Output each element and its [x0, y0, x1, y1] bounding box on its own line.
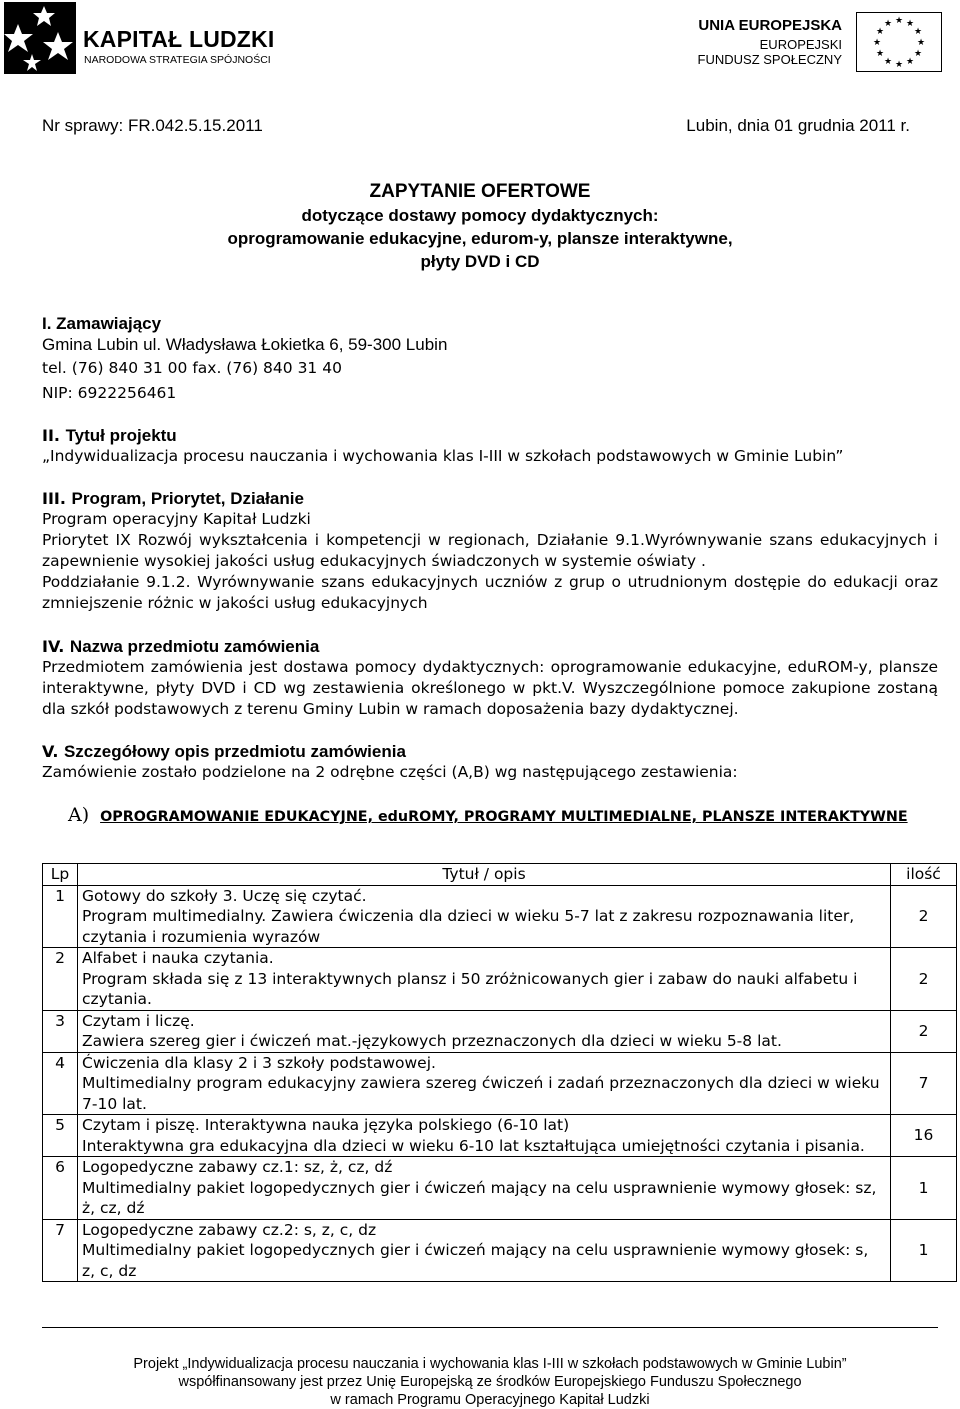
- row-title: Logopedyczne zabawy cz.1: sz, ż, cz, dź: [82, 1158, 393, 1176]
- row-lp: 2: [43, 948, 78, 1011]
- row-description: [78, 1157, 891, 1220]
- row-qty: 2: [891, 1010, 957, 1052]
- row-title: Alfabet i nauka czytania.: [82, 949, 274, 967]
- document-title: [0, 180, 960, 273]
- part-a-heading: [68, 804, 908, 826]
- section-4-heading: [42, 636, 938, 657]
- svg-text:★: ★: [894, 60, 904, 70]
- svg-text:★: ★: [905, 57, 915, 67]
- section-3-subaction: Poddziałanie 9.1.2. Wyrównywanie szans edukacyjnych uczniów z grup o utrudnionym dostępie do edukacji oraz zmniejszenie różnic w jakości usług edukacyjnych: [42, 573, 938, 612]
- table-row: [43, 1157, 957, 1220]
- section-1-address: Gmina Lubin ul. Władysława Łokietka 6, 59-300 Lubin: [42, 335, 448, 354]
- section-3-program: Program operacyjny Kapitał Ludzki: [42, 510, 311, 528]
- section-3-heading: [42, 488, 938, 509]
- section-subject-name: [42, 636, 938, 720]
- title-line3: oprogramowanie edukacyjne, edurom-y, plansze interaktywne,: [227, 229, 733, 248]
- row-qty: 2: [891, 885, 957, 948]
- row-desc: Multimedialny program edukacyjny zawiera szereg ćwiczeń i zadań przeznaczonych dla dzieci w wieku 7-10 lat.: [82, 1074, 880, 1113]
- row-description: [78, 1219, 891, 1282]
- row-lp: 3: [43, 1010, 78, 1052]
- row-description: [78, 1010, 891, 1052]
- items-table: [42, 863, 957, 1282]
- eu-flag-icon: [856, 12, 942, 72]
- row-desc: Program multimedialny. Zawiera ćwiczenia dla dzieci w wieku 5-7 lat z zakresu rozpoznawania liter, czytania i rozumienia wyrazów: [82, 907, 855, 946]
- kapital-ludzki-emblem-icon: [4, 2, 76, 74]
- row-lp: 1: [43, 885, 78, 948]
- table-row: [43, 1115, 957, 1157]
- svg-text:★: ★: [913, 27, 923, 37]
- table-row: [43, 948, 957, 1011]
- svg-text:★: ★: [875, 27, 885, 37]
- column-header-lp: Lp: [43, 864, 78, 886]
- kapital-ludzki-title: KAPITAŁ LUDZKI: [83, 26, 275, 52]
- column-header-qty: ilość: [891, 864, 957, 886]
- section-project-title: [42, 425, 938, 467]
- svg-text:★: ★: [883, 19, 893, 29]
- row-qty: 2: [891, 948, 957, 1011]
- row-description: [78, 885, 891, 948]
- table-row: [43, 1219, 957, 1282]
- row-qty: 1: [891, 1157, 957, 1220]
- footer-divider: [42, 1327, 938, 1328]
- row-desc: Interaktywna gra edukacyjna dla dzieci w wieku 6-10 lat kształtująca umiejętności czytania i pisania.: [82, 1136, 865, 1155]
- row-qty: 7: [891, 1052, 957, 1115]
- footer-line3: w ramach Programu Operacyjnego Kapitał Ludzki: [330, 1392, 650, 1408]
- section-4-number: IV.: [42, 637, 70, 656]
- section-detailed-description: [42, 741, 938, 783]
- case-number: Nr sprawy: FR.042.5.15.2011: [42, 116, 263, 135]
- svg-text:★: ★: [894, 16, 904, 26]
- row-title: Gotowy do szkoły 3. Uczę się czytać.: [82, 886, 367, 905]
- table-row: [43, 1052, 957, 1115]
- svg-text:★: ★: [905, 19, 915, 29]
- section-3-heading-text: Program, Priorytet, Działanie: [71, 489, 304, 508]
- row-qty: 16: [891, 1115, 957, 1157]
- table-row: [43, 1010, 957, 1052]
- kapital-ludzki-logo: [4, 2, 274, 74]
- row-lp: 7: [43, 1219, 78, 1282]
- row-desc: Program składa się z 13 interaktywnych plansz i 50 zróżnicowanych gier i zabaw do nauki alfabetu i czytania.: [82, 969, 858, 1008]
- section-1-nip: NIP: 6922256461: [42, 384, 177, 402]
- row-description: [78, 1115, 891, 1157]
- place-date: Lubin, dnia 01 grudnia 2011 r.: [686, 116, 910, 135]
- table-row: [43, 885, 957, 948]
- section-ordering-party: [42, 313, 938, 406]
- svg-text:★: ★: [883, 57, 893, 67]
- row-lp: 6: [43, 1157, 78, 1220]
- eu-logo-line2: EUROPEJSKI: [759, 37, 842, 52]
- section-2-number: II.: [42, 426, 66, 445]
- eu-logo-line1: UNIA EUROPEJSKA: [698, 17, 842, 34]
- section-4-heading-text: Nazwa przedmiotu zamówienia: [69, 637, 320, 656]
- section-1-heading: I. Zamawiający: [42, 314, 162, 333]
- row-desc: Multimedialny pakiet logopedycznych gier i ćwiczeń mający na celu usprawnienie wymowy głosek: s, z, c, dz: [82, 1241, 869, 1280]
- eu-logo: [697, 12, 960, 72]
- title-line1: ZAPYTANIE OFERTOWE: [369, 181, 591, 202]
- svg-text:★: ★: [872, 38, 882, 48]
- row-title: Ćwiczenia dla klasy 2 i 3 szkoły podstawowej.: [82, 1053, 436, 1072]
- column-header-title: Tytuł / opis: [78, 864, 891, 886]
- section-5-heading: [42, 741, 938, 762]
- row-title: Czytam i piszę. Interaktywna nauka języka polskiego (6-10 lat): [82, 1116, 570, 1134]
- section-2-heading-text: Tytuł projektu: [65, 426, 177, 445]
- title-line2: dotyczące dostawy pomocy dydaktycznych:: [301, 206, 659, 225]
- footer-line1: Projekt „Indywidualizacja procesu nauczania i wychowania klas I-III w szkołach podstawowych w Gminie Lubin”: [133, 1356, 847, 1372]
- section-program: [42, 488, 938, 614]
- svg-text:★: ★: [875, 49, 885, 59]
- section-3-number: III.: [42, 489, 72, 508]
- section-1-phone: tel. (76) 840 31 00 fax. (76) 840 31 40: [42, 359, 342, 377]
- row-title: Logopedyczne zabawy cz.2: s, z, c, dz: [82, 1220, 377, 1239]
- section-3-priority: Priorytet IX Rozwój wykształcenia i kompetencji w regionach, Działanie 9.1.Wyrównywanie szans edukacyjnych i zapewnienie wysokiej jakości usług edukacyjnych świadczonych w systemie oświaty .: [42, 531, 938, 570]
- row-lp: 5: [43, 1115, 78, 1157]
- section-5-text: Zamówienie zostało podzielone na 2 odrębne części (A,B) wg następującego zestawienia:: [42, 763, 738, 781]
- row-desc: Multimedialny pakiet logopedycznych gier i ćwiczeń mający na celu usprawnienie wymowy głosek: sz, ż, cz, dź: [82, 1178, 877, 1217]
- part-a-letter: A): [68, 804, 90, 826]
- row-lp: 4: [43, 1052, 78, 1115]
- table-header-row: [43, 864, 957, 886]
- row-title: Czytam i liczę.: [82, 1011, 195, 1030]
- section-2-heading: [42, 425, 938, 446]
- section-2-text: „Indywidualizacja procesu nauczania i wychowania klas I-III w szkołach podstawowych w Gminie Lubin”: [42, 447, 844, 465]
- title-line4: płyty DVD i CD: [420, 252, 540, 271]
- part-a-title: OPROGRAMOWANIE EDUKACYJNE, eduROMY, PROGRAMY MULTIMEDIALNE, PLANSZE INTERAKTYWNE: [100, 809, 908, 825]
- svg-text:★: ★: [916, 38, 926, 48]
- footer-line2: współfinansowany jest przez Unię Europejską ze środków Europejskiego Funduszu Społecznego: [178, 1374, 802, 1390]
- svg-text:★: ★: [913, 49, 923, 59]
- kapital-ludzki-subtitle: NARODOWA STRATEGIA SPÓJNOŚCI: [84, 54, 271, 66]
- section-4-text: Przedmiotem zamówienia jest dostawa pomocy dydaktycznych: oprogramowanie edukacyjne, eduROM-y, plansze interaktywne, płyty DVD i CD wg zestawienia określonego w pkt.V. Wyszczególnione pomoce zakupione zostaną dla szkół podstawowych z terenu Gminy Lubin w ramach doposażenia bazy dydaktycznej.: [42, 658, 938, 718]
- section-5-heading-text: Szczegółowy opis przedmiotu zamówienia: [63, 742, 406, 761]
- footer: [42, 1355, 938, 1409]
- section-5-number: V.: [42, 742, 64, 761]
- row-qty: 1: [891, 1219, 957, 1282]
- row-description: [78, 1052, 891, 1115]
- eu-logo-line3: FUNDUSZ SPOŁECZNY: [697, 52, 842, 67]
- row-description: [78, 948, 891, 1011]
- row-desc: Zawiera szereg gier i ćwiczeń mat.-językowych przeznaczonych dla dzieci w wieku 5-8 lat.: [82, 1032, 782, 1050]
